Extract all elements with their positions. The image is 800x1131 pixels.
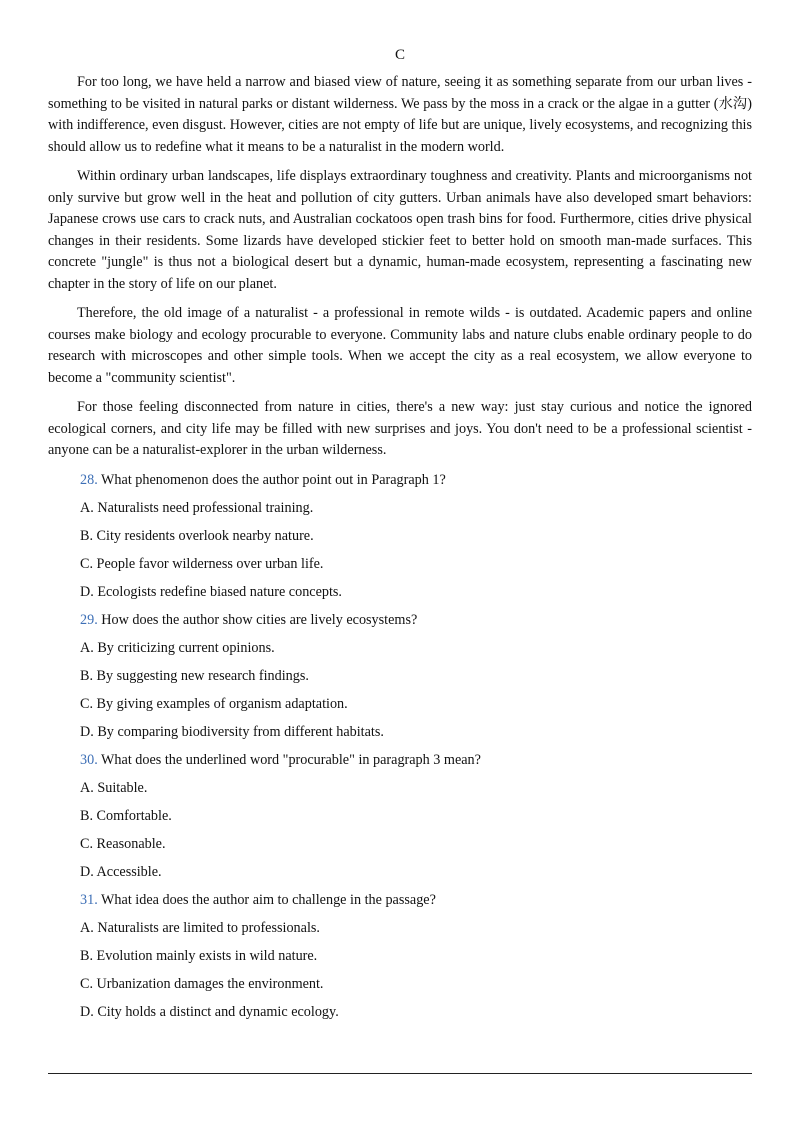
passage-paragraph-4: For those feeling disconnected from nature in cities, there's a new way: just stay curious and notice the ignored ecological corners, and city life may be filled with new surprises and joys. You don't need to be a professional scientist - anyone can be a naturalist-explorer in the urban wilderness. xyxy=(48,399,752,458)
answer-option-d: D. Accessible. xyxy=(80,863,162,880)
answer-option-c: C. Reasonable. xyxy=(80,835,166,852)
answer-option-d: D. Ecologists redefine biased nature concepts. xyxy=(80,583,342,600)
question-number: 28. xyxy=(80,471,98,488)
answer-option-a: A. By criticizing current opinions. xyxy=(80,639,275,656)
section-heading: C xyxy=(394,47,405,63)
question-stem xyxy=(80,890,752,910)
answer-option-d: D. City holds a distinct and dynamic ecology. xyxy=(80,1003,339,1020)
question-30 xyxy=(80,750,752,882)
question-number: 31. xyxy=(80,891,98,908)
question-text: What phenomenon does the author point out in Paragraph 1? xyxy=(101,471,446,488)
question-stem xyxy=(80,610,752,630)
document-page xyxy=(48,44,752,1030)
answer-option-c: C. People favor wilderness over urban life. xyxy=(80,555,324,572)
question-text: What does the underlined word "procurable" in paragraph 3 mean? xyxy=(101,751,481,768)
passage-paragraph-2: Within ordinary urban landscapes, life displays extraordinary toughness and creativity. Plants and microorganisms not only survive but grow well in the heat and pollution of city gutters. Urban animals have also developed smart behaviors: Japanese crows use cars to crack nuts, and Australian cockatoos open trash bins for food. Furthermore, cities drive physical changes in their residents. Some lizards have developed stickier feet to better hold on smooth man-made surfaces. This concrete "jungle" is thus not a biological desert but a dynamic, human-made ecosystem, representing a fascinating new chapter in the story of life on our planet. xyxy=(48,168,752,292)
passage xyxy=(48,72,752,462)
answer-option-b: B. By suggesting new research findings. xyxy=(80,667,309,684)
question-list xyxy=(48,470,752,1022)
answer-option-a: A. Naturalists need professional training. xyxy=(80,499,314,516)
question-31 xyxy=(80,890,752,1022)
passage-paragraph-3: Therefore, the old image of a naturalist - a professional in remote wilds - is outdated. Academic papers and online courses make biology and ecology procurable to everyone. Community labs and nature clubs enable ordinary people to do research with microscopes and other simple tools. When we accept the city as a real ecosystem, we allow everyone to become a "community scientist". xyxy=(48,305,752,386)
question-text: What idea does the author aim to challenge in the passage? xyxy=(101,891,436,908)
answer-option-d: D. By comparing biodiversity from different habitats. xyxy=(80,723,384,740)
question-number: 29. xyxy=(80,611,98,628)
footer-divider xyxy=(48,1073,752,1074)
question-number: 30. xyxy=(80,751,98,768)
passage-paragraph-1: For too long, we have held a narrow and biased view of nature, seeing it as something separate from our urban lives - something to be visited in natural parks or distant wilderness. We pass by the moss in a crack or the algae in a gutter (水沟) with indifference, even disgust. However, cities are not empty of life but are unique, lively ecosystems, and recognizing this should allow us to redefine what it means to be a naturalist in the modern world. xyxy=(48,74,753,155)
answer-option-b: B. Comfortable. xyxy=(80,807,172,824)
question-29 xyxy=(80,610,752,742)
answer-option-b: B. Evolution mainly exists in wild nature. xyxy=(80,947,318,964)
question-text: How does the author show cities are lively ecosystems? xyxy=(101,611,418,628)
answer-option-b: B. City residents overlook nearby nature. xyxy=(80,527,314,544)
question-28 xyxy=(80,470,752,602)
question-stem xyxy=(80,470,752,490)
answer-option-a: A. Suitable. xyxy=(80,779,148,796)
question-stem xyxy=(80,750,752,770)
answer-option-c: C. Urbanization damages the environment. xyxy=(80,975,324,992)
answer-option-a: A. Naturalists are limited to professionals. xyxy=(80,919,320,936)
answer-option-c: C. By giving examples of organism adaptation. xyxy=(80,695,348,712)
